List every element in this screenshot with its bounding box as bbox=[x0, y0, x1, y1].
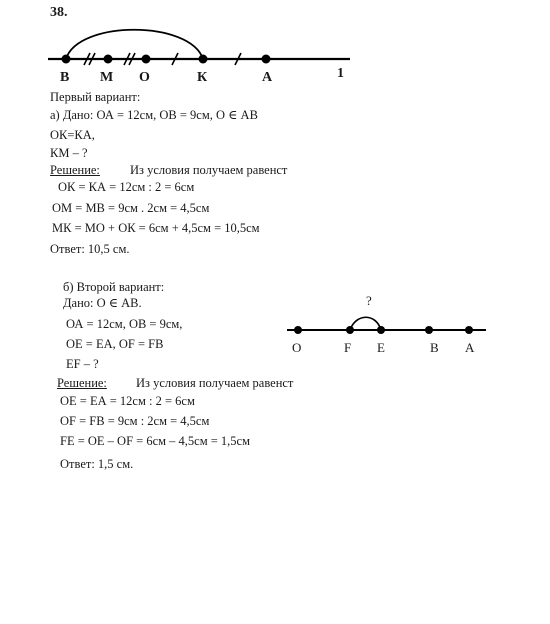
figure-1-label-a: А bbox=[262, 70, 273, 85]
point-b bbox=[62, 55, 71, 64]
variant-1-title: Первый вариант: bbox=[50, 90, 141, 104]
figure-1-label-b: В bbox=[60, 70, 70, 85]
point-o2 bbox=[294, 326, 302, 334]
variant-2-condition-1: ОА = 12см, ОВ = 9см, bbox=[66, 317, 183, 331]
variant-1-condition: ОК=КА, bbox=[50, 128, 95, 142]
point-k bbox=[199, 55, 208, 64]
figure-1-label-o: О bbox=[139, 70, 150, 85]
variant-2-solution-intro: Из условия получаем равенст bbox=[136, 376, 294, 390]
point-a2 bbox=[465, 326, 473, 334]
figure-2-label-e: E bbox=[377, 340, 385, 355]
figure-2-arc bbox=[350, 317, 381, 330]
figure-1-label-k: К bbox=[197, 70, 208, 85]
variant-2-find: EF – ? bbox=[66, 357, 99, 371]
variant-2-given: Дано: О ∈ АВ. bbox=[63, 296, 142, 310]
variant-1-solution-intro: Из условия получаем равенст bbox=[130, 163, 288, 177]
figure-2-label-f: F bbox=[344, 340, 352, 355]
variant-2-step-2: ОF = FB = 9см : 2см = 4,5см bbox=[60, 414, 210, 428]
variant-2-step-1: ОЕ = ЕА = 12см : 2 = 6см bbox=[60, 394, 195, 408]
variant-2-condition-2: ОЕ = ЕА, ОF = FB bbox=[66, 337, 164, 351]
point-m bbox=[104, 55, 113, 64]
variant-1-given: а) Дано: ОА = 12см, ОВ = 9см, О ∈ АВ bbox=[50, 108, 258, 122]
variant-1-solution-label: Решение: bbox=[50, 163, 100, 177]
point-a bbox=[262, 55, 271, 64]
variant-2-title: б) Второй вариант: bbox=[63, 280, 165, 294]
point-o bbox=[142, 55, 151, 64]
variant-2-answer: Ответ: 1,5 см. bbox=[60, 457, 134, 471]
figure-1-label-m: М bbox=[100, 70, 114, 85]
figure-2-label-a: A bbox=[465, 340, 475, 355]
figure-2-label-b: B bbox=[430, 340, 439, 355]
point-f bbox=[346, 326, 354, 334]
variant-1-step-3: МК = МО + ОК = 6см + 4,5см = 10,5см bbox=[52, 221, 260, 235]
variant-2-step-3: FE = ОЕ – ОF = 6см – 4,5см = 1,5см bbox=[60, 434, 251, 448]
problem-number: 38. bbox=[50, 5, 68, 20]
point-e bbox=[377, 326, 385, 334]
variant-1-answer: Ответ: 10,5 см. bbox=[50, 242, 130, 256]
figure-2-question-mark: ? bbox=[366, 293, 372, 308]
variant-1-step-1: ОК = КА = 12см : 2 = 6см bbox=[58, 180, 195, 194]
figure-2-label-o: О bbox=[292, 340, 302, 355]
point-b2 bbox=[425, 326, 433, 334]
variant-1-step-2: ОМ = МВ = 9см . 2см = 4,5см bbox=[52, 201, 210, 215]
variant-2-solution-label: Решение: bbox=[57, 376, 107, 390]
variant-1-find: КМ – ? bbox=[50, 146, 88, 160]
figure-1-label-end: 1 bbox=[337, 66, 344, 81]
